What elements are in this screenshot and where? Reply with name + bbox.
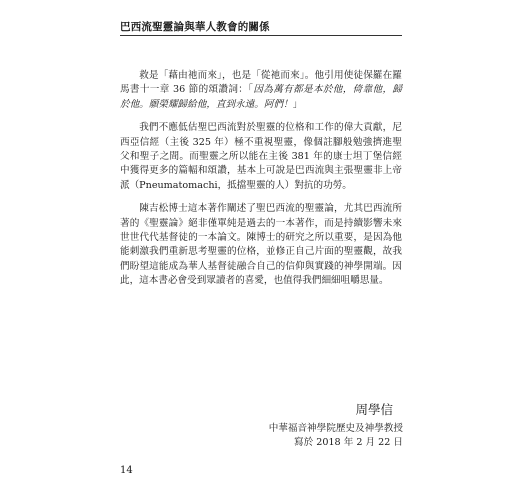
page-number: 14 [120,465,133,476]
paragraph-2: 我們不應低估聖巴西流對於聖靈的位格和工作的偉大貢獻，尼西亞信經（主後 325 年）極不重視聖靈，像個註腳般勉強擠進聖父和聖子之間。而聖靈之所以能在主後 381 年的康士坦丁堡信經中獲得更多的篇幅和頌讚，基本上可說是巴西流與主張聖靈非上帝派（Pneumatomachi，抵擋聖靈的人）對抗的功勞。 [120,122,402,191]
running-head: 巴西流聖靈論與華人教會的關係 [120,21,270,33]
author-signature-name: 周學信 [355,402,393,417]
quote-close-mark: 」 [292,98,303,110]
author-title: 中華福音神學院歷史及神學教授 [268,423,403,434]
body-text [120,69,402,298]
signature-date: 寫於 2018 年 2 月 22 日 [294,437,403,448]
paragraph-1-text: 救是「藉由祂而來」，也是「從祂而來」。他引用使徒保羅在羅馬書十一章 36 節的頌讚詞：「 [120,70,402,96]
paragraph-3: 陳吉松博士這本著作闡述了聖巴西流的聖靈論，尤其巴西流所著的《聖靈論》絕非僅單純是過去的一本著作，而是持續影響未來世世代代基督徒的一本論文。陳博士的研究之所以重要，是因為他能刺激我們重新思考聖靈的位格，並修正自己片面的聖靈觀，故我們盼望這能成為華人基督徒融合自己的信仰與實踐的神學開端。因此，這本書必會受到眾讀者的喜愛，也值得我們細細咀嚼思量。 [120,203,402,287]
header-rule [120,35,402,36]
paragraph-1 [120,69,402,112]
scripture-quote: 因為萬有都是本於他，倚靠他，歸於他。願榮耀歸給他，直到永遠。阿們！ [120,84,402,110]
